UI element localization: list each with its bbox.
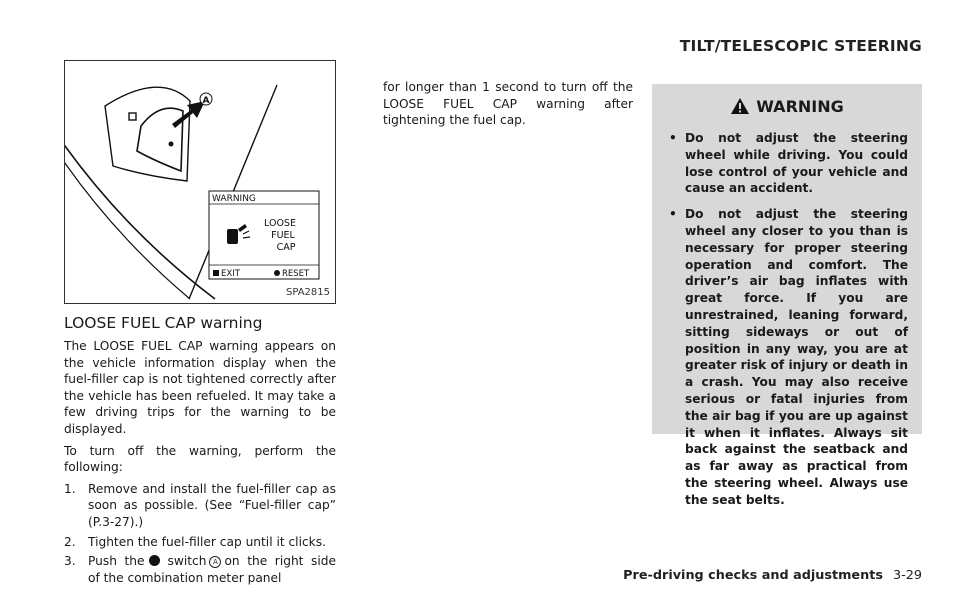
bullet: • [669,207,677,222]
warning-triangle-icon [730,97,750,115]
display-warning-text: WARNING [212,194,256,204]
step-text-mid: switch [167,554,207,569]
middle-column [383,79,633,134]
paragraph-intro: The LOOSE FUEL CAP warning appears on the vehicle information display when the fuel-filler cap is not tightened correctly after the vehicle has been refueled. It may take a few driving trips for the warning to be displayed. [64,339,336,436]
display-reset: RESET [282,269,310,279]
warning-item [669,206,908,508]
step-2 [64,534,336,551]
warning-item [669,130,908,197]
section-heading: LOOSE FUEL CAP warning [64,314,263,332]
step-3 [64,553,336,586]
steering-wheel-illustration [65,61,335,303]
circled-a-symbol: A [209,556,221,568]
steps-list [64,481,336,587]
page-title: TILT/TELESCOPIC STEERING [679,37,922,55]
footer-section: Pre-driving checks and adjustments [623,568,883,583]
bullet: • [669,131,677,145]
step-text-post: on the right side of the combination meter panel [88,554,336,585]
step-1 [64,481,336,531]
warning-title: WARNING [756,97,844,116]
exit-square-icon [213,270,219,276]
warning-box [652,84,922,507]
display-exit: EXIT [221,269,240,279]
warning-item-text: Do not adjust the steering wheel while driving. You could lose control of your vehicle and cause an accident. [685,131,908,196]
step-number: 1. [64,481,76,496]
left-column [64,314,336,589]
page-number: 3-29 [892,568,922,583]
step-number: 2. [64,534,76,549]
display-cap: CAP [276,242,296,253]
paragraph-continued: for longer than 1 second to turn off the LOOSE FUEL CAP warning after tightening the fuel cap. [383,80,633,128]
callout-a: A [202,96,210,106]
dot-switch-icon [149,555,160,566]
display-loose: LOOSE [264,218,296,229]
paragraph-instructions: To turn off the warning, perform the following: [64,443,336,475]
page-footer [623,568,922,583]
display-fuel: FUEL [271,230,295,241]
step-number: 3. [64,554,76,569]
step-text-pre: Push the [88,554,145,569]
figure-code: SPA2815 [285,287,330,298]
warning-header [652,97,922,116]
step-text: Tighten the fuel-filler cap until it clicks. [88,534,326,549]
warning-list [652,130,922,509]
step-text: Remove and install the fuel-filler cap as soon as possible. (See “Fuel-filler cap” (P.3-27).) [88,481,336,529]
warning-item-text: Do not adjust the steering wheel any closer to you than is necessary for proper steering operation and comfort. The driver’s air bag inflates with great force. If you are unrestrained, leaning forward, sitting sideways or out of position in any way, you are at greater risk of injury or death in a crash. You may also receive serious or fatal injuries from the air bag if you are up against it when it inflates. Always sit back against the seatback and as far away as practical from the steering wheel. Always use the seat belts. [685,207,908,507]
reset-dot-icon [274,270,280,276]
illustration-figure [64,60,336,304]
